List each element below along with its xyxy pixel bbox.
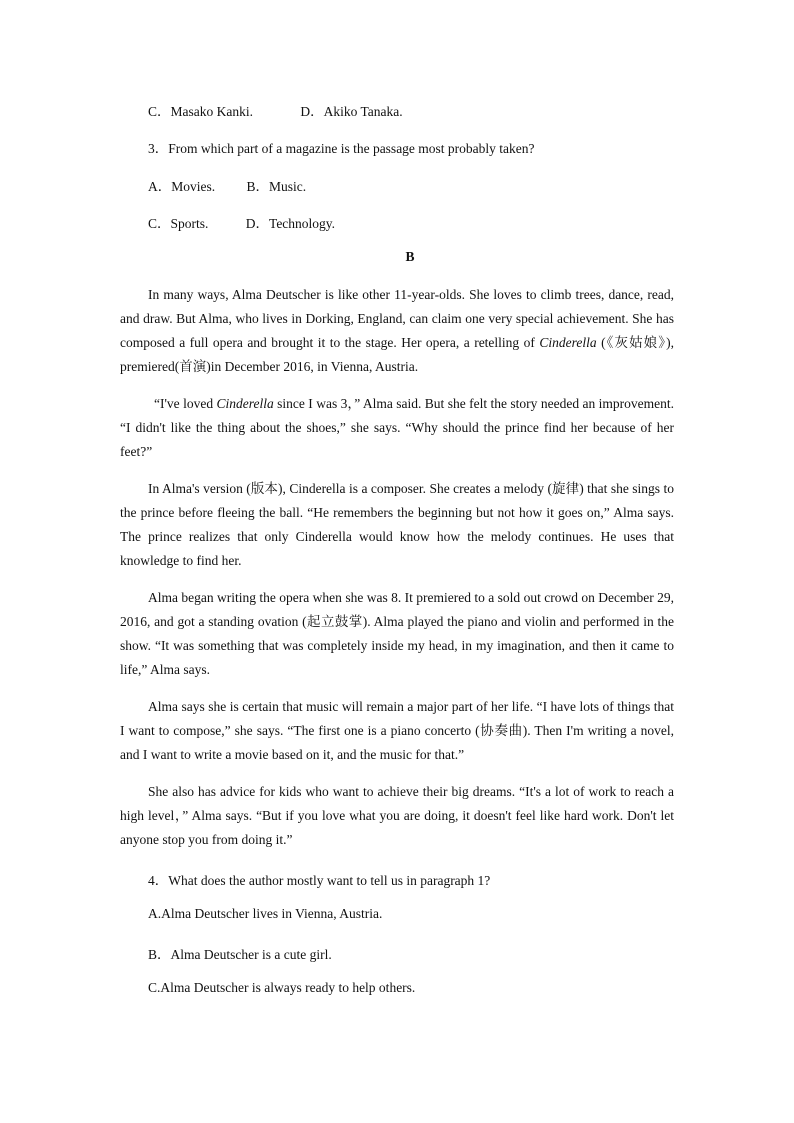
- q2-options-row: [148, 100, 403, 120]
- q4-option-a: A.Alma Deutscher lives in Vienna, Austria.: [148, 906, 383, 921]
- passage-paragraph-4: Alma began writing the opera when she was 8. It premiered to a sold out crowd on December 29, 2016, and got a standing ovation (起立鼓掌). Alma played the piano and violin and performed in the show. “It was something that was completely inside my head, in my imagination, and then it came to life,” Alma says.: [120, 590, 674, 677]
- passage-paragraph-2: [120, 392, 674, 464]
- p2-text-start: “I've loved: [154, 396, 217, 411]
- q3-options-row-2: [148, 212, 335, 232]
- p1-title-italic: Cinderella: [539, 335, 597, 350]
- q4-question: 4．What does the author mostly want to tell us in paragraph 1?: [148, 873, 491, 888]
- q3-option-d: D．Technology.: [245, 216, 336, 231]
- q3-option-c: C．Sports.: [148, 216, 209, 231]
- passage-paragraph-1: [120, 283, 674, 379]
- q4-option-c: C.Alma Deutscher is always ready to help others.: [148, 980, 416, 995]
- q3-option-a: A．Movies.: [148, 179, 216, 194]
- p2-text-end: since I was 3，” Alma said. But she felt the story needed an improvement. “I didn't like the thing about the shoes,” she says. “Why should the prince find her because of her feet?”: [120, 396, 674, 459]
- section-heading: B: [405, 249, 415, 264]
- p2-title-italic: Cinderella: [216, 396, 274, 411]
- q3-question: 3．From which part of a magazine is the passage most probably taken?: [148, 141, 535, 156]
- passage-paragraph-6: She also has advice for kids who want to achieve their big dreams. “It's a lot of work to reach a high level，” Alma says. “But if you love what you are doing, it doesn't feel like hard work. Don't let anyone stop you from doing it.”: [120, 784, 674, 847]
- q3-option-b: B．Music.: [246, 179, 307, 194]
- q2-option-c: C．Masako Kanki.: [148, 104, 253, 119]
- q2-option-d: D．Akiko Tanaka.: [300, 104, 403, 119]
- p1-text-start: In many ways, Alma Deutscher is like other 11-year-olds. She loves to climb trees, dance, read, and draw. But Alma, who lives in Dorking, England, can claim one very special achievement. She has composed a full opera and brought it to the stage. Her opera, a retelling of: [120, 287, 674, 350]
- p1-text-end: (《灰姑娘》), premiered(首演)in December 2016, in Vienna, Austria.: [120, 335, 674, 374]
- passage-paragraph-3: In Alma's version (版本), Cinderella is a composer. She creates a melody (旋律) that she sings to the prince before fleeing the ball. “He remembers the beginning but not how it goes on,” Alma says. The prince realizes that only Cinderella would know how the melody continues. He uses that knowledge to find her.: [120, 481, 674, 568]
- q4-option-b: B．Alma Deutscher is a cute girl.: [148, 947, 332, 962]
- q3-options-row-1: [148, 175, 306, 195]
- passage-paragraph-5: Alma says she is certain that music will remain a major part of her life. “I have lots of things that I want to compose,” she says. “The first one is a piano concerto (协奏曲). Then I'm writing a novel, and I want to write a movie based on it, and the music for that.”: [120, 699, 674, 762]
